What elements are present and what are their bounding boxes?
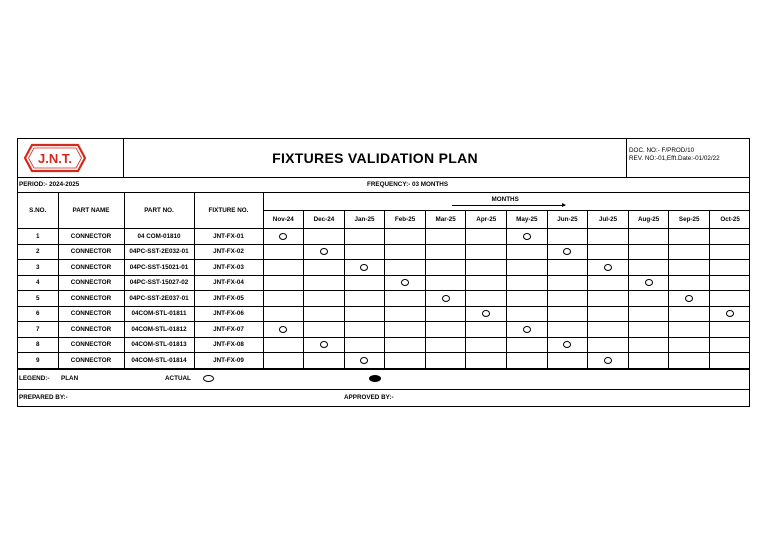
table-row <box>18 337 750 353</box>
fixture-no-cell: JNT-FX-08 <box>194 337 263 353</box>
month-cell <box>263 229 304 245</box>
month-cell <box>344 275 385 291</box>
fixture-no-cell: JNT-FX-09 <box>194 353 263 369</box>
month-cell <box>385 353 426 369</box>
month-cell <box>466 322 507 338</box>
plan-table <box>18 193 750 369</box>
month-cell <box>425 353 466 369</box>
col-header-part-name: PART NAME <box>58 193 124 229</box>
month-cell <box>344 260 385 276</box>
month-cell <box>344 291 385 307</box>
month-cell <box>588 337 629 353</box>
month-cell <box>263 291 304 307</box>
month-cell <box>669 275 710 291</box>
fixture-no-cell: JNT-FX-05 <box>194 291 263 307</box>
col-header-fixture-no: FIXTURE NO. <box>194 193 263 229</box>
table-row <box>18 260 750 276</box>
month-cell <box>304 306 345 322</box>
month-cell <box>588 306 629 322</box>
header-row <box>18 139 749 178</box>
sno-cell: 5 <box>18 291 58 307</box>
month-header-cell: Feb-25 <box>385 211 426 229</box>
plan-circle-icon <box>442 295 450 302</box>
month-cell <box>425 260 466 276</box>
month-cell <box>507 337 548 353</box>
month-cell <box>466 244 507 260</box>
right-arrow-icon <box>452 205 565 206</box>
plan-circle-icon <box>320 341 328 348</box>
month-cell <box>344 306 385 322</box>
month-cell <box>628 291 669 307</box>
table-header-row <box>18 193 750 211</box>
month-cell <box>344 322 385 338</box>
plan-circle-icon <box>685 295 693 302</box>
month-cell <box>304 275 345 291</box>
part-no-cell: 04PC-SST-15021-01 <box>124 260 194 276</box>
month-cell <box>263 306 304 322</box>
part-no-cell: 04COM-STL-01814 <box>124 353 194 369</box>
signature-row <box>18 390 749 406</box>
month-cell <box>710 322 751 338</box>
part-no-cell: 04COM-STL-01812 <box>124 322 194 338</box>
company-logo <box>24 143 86 173</box>
plan-circle-icon <box>320 248 328 255</box>
month-cell <box>304 322 345 338</box>
month-cell <box>710 275 751 291</box>
month-cell <box>507 229 548 245</box>
month-cell <box>547 275 588 291</box>
part-name-cell: CONNECTOR <box>58 244 124 260</box>
month-cell <box>547 353 588 369</box>
plan-circle-icon <box>360 357 368 364</box>
month-cell <box>547 337 588 353</box>
prepared-by-label: PREPARED BY:- <box>19 393 68 401</box>
table-row <box>18 353 750 369</box>
part-no-cell: 04PC-SST-2E032-01 <box>124 244 194 260</box>
part-name-cell: CONNECTOR <box>58 260 124 276</box>
month-header-cell: Jul-25 <box>588 211 629 229</box>
fixture-no-cell: JNT-FX-03 <box>194 260 263 276</box>
month-cell <box>547 291 588 307</box>
month-cell <box>263 353 304 369</box>
month-cell <box>669 353 710 369</box>
legend-row <box>18 369 749 390</box>
fixture-no-cell: JNT-FX-07 <box>194 322 263 338</box>
table-row <box>18 275 750 291</box>
part-name-cell: CONNECTOR <box>58 322 124 338</box>
part-name-cell: CONNECTOR <box>58 229 124 245</box>
month-cell <box>628 322 669 338</box>
month-cell <box>425 322 466 338</box>
months-label: MONTHS <box>491 196 519 203</box>
month-cell <box>466 291 507 307</box>
plan-circle-icon <box>401 279 409 286</box>
month-cell <box>385 337 426 353</box>
month-cell <box>466 306 507 322</box>
month-cell <box>710 337 751 353</box>
month-cell <box>304 260 345 276</box>
month-cell <box>507 306 548 322</box>
month-cell <box>628 229 669 245</box>
month-cell <box>507 260 548 276</box>
fixture-no-cell: JNT-FX-01 <box>194 229 263 245</box>
month-cell <box>710 306 751 322</box>
month-cell <box>344 337 385 353</box>
month-cell <box>588 229 629 245</box>
month-cell <box>710 291 751 307</box>
month-cell <box>669 337 710 353</box>
plan-circle-icon <box>604 264 612 271</box>
doc-info <box>627 139 749 177</box>
month-cell <box>385 275 426 291</box>
sno-cell: 6 <box>18 306 58 322</box>
month-header-cell: Jun-25 <box>547 211 588 229</box>
month-cell <box>385 229 426 245</box>
part-name-cell: CONNECTOR <box>58 291 124 307</box>
month-cell <box>507 291 548 307</box>
month-cell <box>263 260 304 276</box>
month-header-cell: Aug-25 <box>628 211 669 229</box>
month-cell <box>344 229 385 245</box>
plan-circle-icon <box>604 357 612 364</box>
part-name-cell: CONNECTOR <box>58 353 124 369</box>
month-cell <box>628 260 669 276</box>
approved-by-label: APPROVED BY:- <box>344 393 394 401</box>
plan-circle-icon <box>482 310 490 317</box>
month-header-cell: Apr-25 <box>466 211 507 229</box>
month-cell <box>425 337 466 353</box>
month-header-cell: Dec-24 <box>304 211 345 229</box>
plan-circle-icon <box>563 248 571 255</box>
month-cell <box>304 229 345 245</box>
month-cell <box>385 260 426 276</box>
month-cell <box>507 275 548 291</box>
month-cell <box>263 244 304 260</box>
month-cell <box>710 353 751 369</box>
month-cell <box>669 291 710 307</box>
sno-cell: 1 <box>18 229 58 245</box>
legend-actual-label: ACTUAL <box>165 374 191 382</box>
month-cell <box>628 337 669 353</box>
month-cell <box>425 275 466 291</box>
month-cell <box>547 244 588 260</box>
month-cell <box>710 260 751 276</box>
month-header-cell: Oct-25 <box>710 211 751 229</box>
month-cell <box>263 275 304 291</box>
part-no-cell: 04PC-SST-15027-02 <box>124 275 194 291</box>
month-cell <box>628 244 669 260</box>
month-cell <box>385 244 426 260</box>
month-cell <box>344 353 385 369</box>
month-cell <box>425 229 466 245</box>
plan-circle-icon <box>726 310 734 317</box>
month-cell <box>547 229 588 245</box>
month-cell <box>507 322 548 338</box>
months-header <box>263 193 750 211</box>
validation-plan-sheet <box>17 138 750 407</box>
month-cell <box>466 353 507 369</box>
month-cell <box>385 306 426 322</box>
month-header-cell: Mar-25 <box>425 211 466 229</box>
month-header-cell: Jan-25 <box>344 211 385 229</box>
month-cell <box>588 322 629 338</box>
month-cell <box>466 229 507 245</box>
month-cell <box>344 244 385 260</box>
month-cell <box>263 322 304 338</box>
table-row <box>18 229 750 245</box>
month-cell <box>425 244 466 260</box>
frequency-label: FREQUENCY:- 03 MONTHS <box>367 181 449 188</box>
plan-circle-icon <box>360 264 368 271</box>
part-name-cell: CONNECTOR <box>58 306 124 322</box>
month-cell <box>669 306 710 322</box>
month-cell <box>425 306 466 322</box>
fixture-no-cell: JNT-FX-06 <box>194 306 263 322</box>
table-row <box>18 306 750 322</box>
col-header-part-no: PART NO. <box>124 193 194 229</box>
table-row <box>18 244 750 260</box>
month-cell <box>547 306 588 322</box>
table-row <box>18 322 750 338</box>
month-cell <box>385 291 426 307</box>
part-no-cell: 04PC-SST-2E037-01 <box>124 291 194 307</box>
part-name-cell: CONNECTOR <box>58 337 124 353</box>
month-cell <box>507 244 548 260</box>
plan-circle-icon <box>563 341 571 348</box>
col-header-sno: S.NO. <box>18 193 58 229</box>
month-cell <box>304 353 345 369</box>
part-no-cell: 04COM-STL-01811 <box>124 306 194 322</box>
month-cell <box>628 353 669 369</box>
month-cell <box>507 353 548 369</box>
month-cell <box>710 244 751 260</box>
open-circle-icon <box>203 375 214 382</box>
plan-circle-icon <box>523 233 531 240</box>
legend-plan-label: PLAN <box>61 374 79 382</box>
month-cell <box>304 244 345 260</box>
period-label: PERIOD:- 2024-2025 <box>19 181 80 188</box>
doc-number: DOC. NO:- F/PROD/10 <box>629 147 695 154</box>
month-cell <box>425 291 466 307</box>
month-cell <box>304 291 345 307</box>
month-cell <box>669 322 710 338</box>
fixture-no-cell: JNT-FX-02 <box>194 244 263 260</box>
sno-cell: 9 <box>18 353 58 369</box>
month-cell <box>588 260 629 276</box>
month-cell <box>304 337 345 353</box>
legend-label: LEGEND:- <box>19 374 50 382</box>
month-cell <box>588 275 629 291</box>
month-header-cell: Sep-25 <box>669 211 710 229</box>
period-row <box>18 178 749 193</box>
sno-cell: 2 <box>18 244 58 260</box>
page-title: FIXTURES VALIDATION PLAN <box>124 139 627 177</box>
part-no-cell: 04COM-STL-01813 <box>124 337 194 353</box>
month-cell <box>466 275 507 291</box>
month-cell <box>466 260 507 276</box>
month-cell <box>628 275 669 291</box>
month-header-cell: Nov-24 <box>263 211 304 229</box>
month-cell <box>710 229 751 245</box>
month-cell <box>669 260 710 276</box>
month-cell <box>547 322 588 338</box>
revision-number: REV. NO:-01,Efft.Date:-01/02/22 <box>629 155 720 162</box>
logo-cell <box>18 139 124 177</box>
plan-circle-icon <box>279 326 287 333</box>
month-cell <box>547 260 588 276</box>
filled-ellipse-icon <box>369 375 381 382</box>
month-cell <box>466 337 507 353</box>
month-cell <box>588 244 629 260</box>
sno-cell: 8 <box>18 337 58 353</box>
fixture-no-cell: JNT-FX-04 <box>194 275 263 291</box>
plan-circle-icon <box>523 326 531 333</box>
month-cell <box>628 306 669 322</box>
plan-circle-icon <box>279 233 287 240</box>
logo-text: J.N.T. <box>38 151 72 166</box>
month-cell <box>669 244 710 260</box>
month-cell <box>385 322 426 338</box>
sno-cell: 7 <box>18 322 58 338</box>
month-cell <box>588 291 629 307</box>
sno-cell: 3 <box>18 260 58 276</box>
sno-cell: 4 <box>18 275 58 291</box>
month-header-cell: May-25 <box>507 211 548 229</box>
part-no-cell: 04 COM-01810 <box>124 229 194 245</box>
plan-circle-icon <box>645 279 653 286</box>
month-cell <box>669 229 710 245</box>
month-cell <box>263 337 304 353</box>
month-cell <box>588 353 629 369</box>
part-name-cell: CONNECTOR <box>58 275 124 291</box>
table-row <box>18 291 750 307</box>
